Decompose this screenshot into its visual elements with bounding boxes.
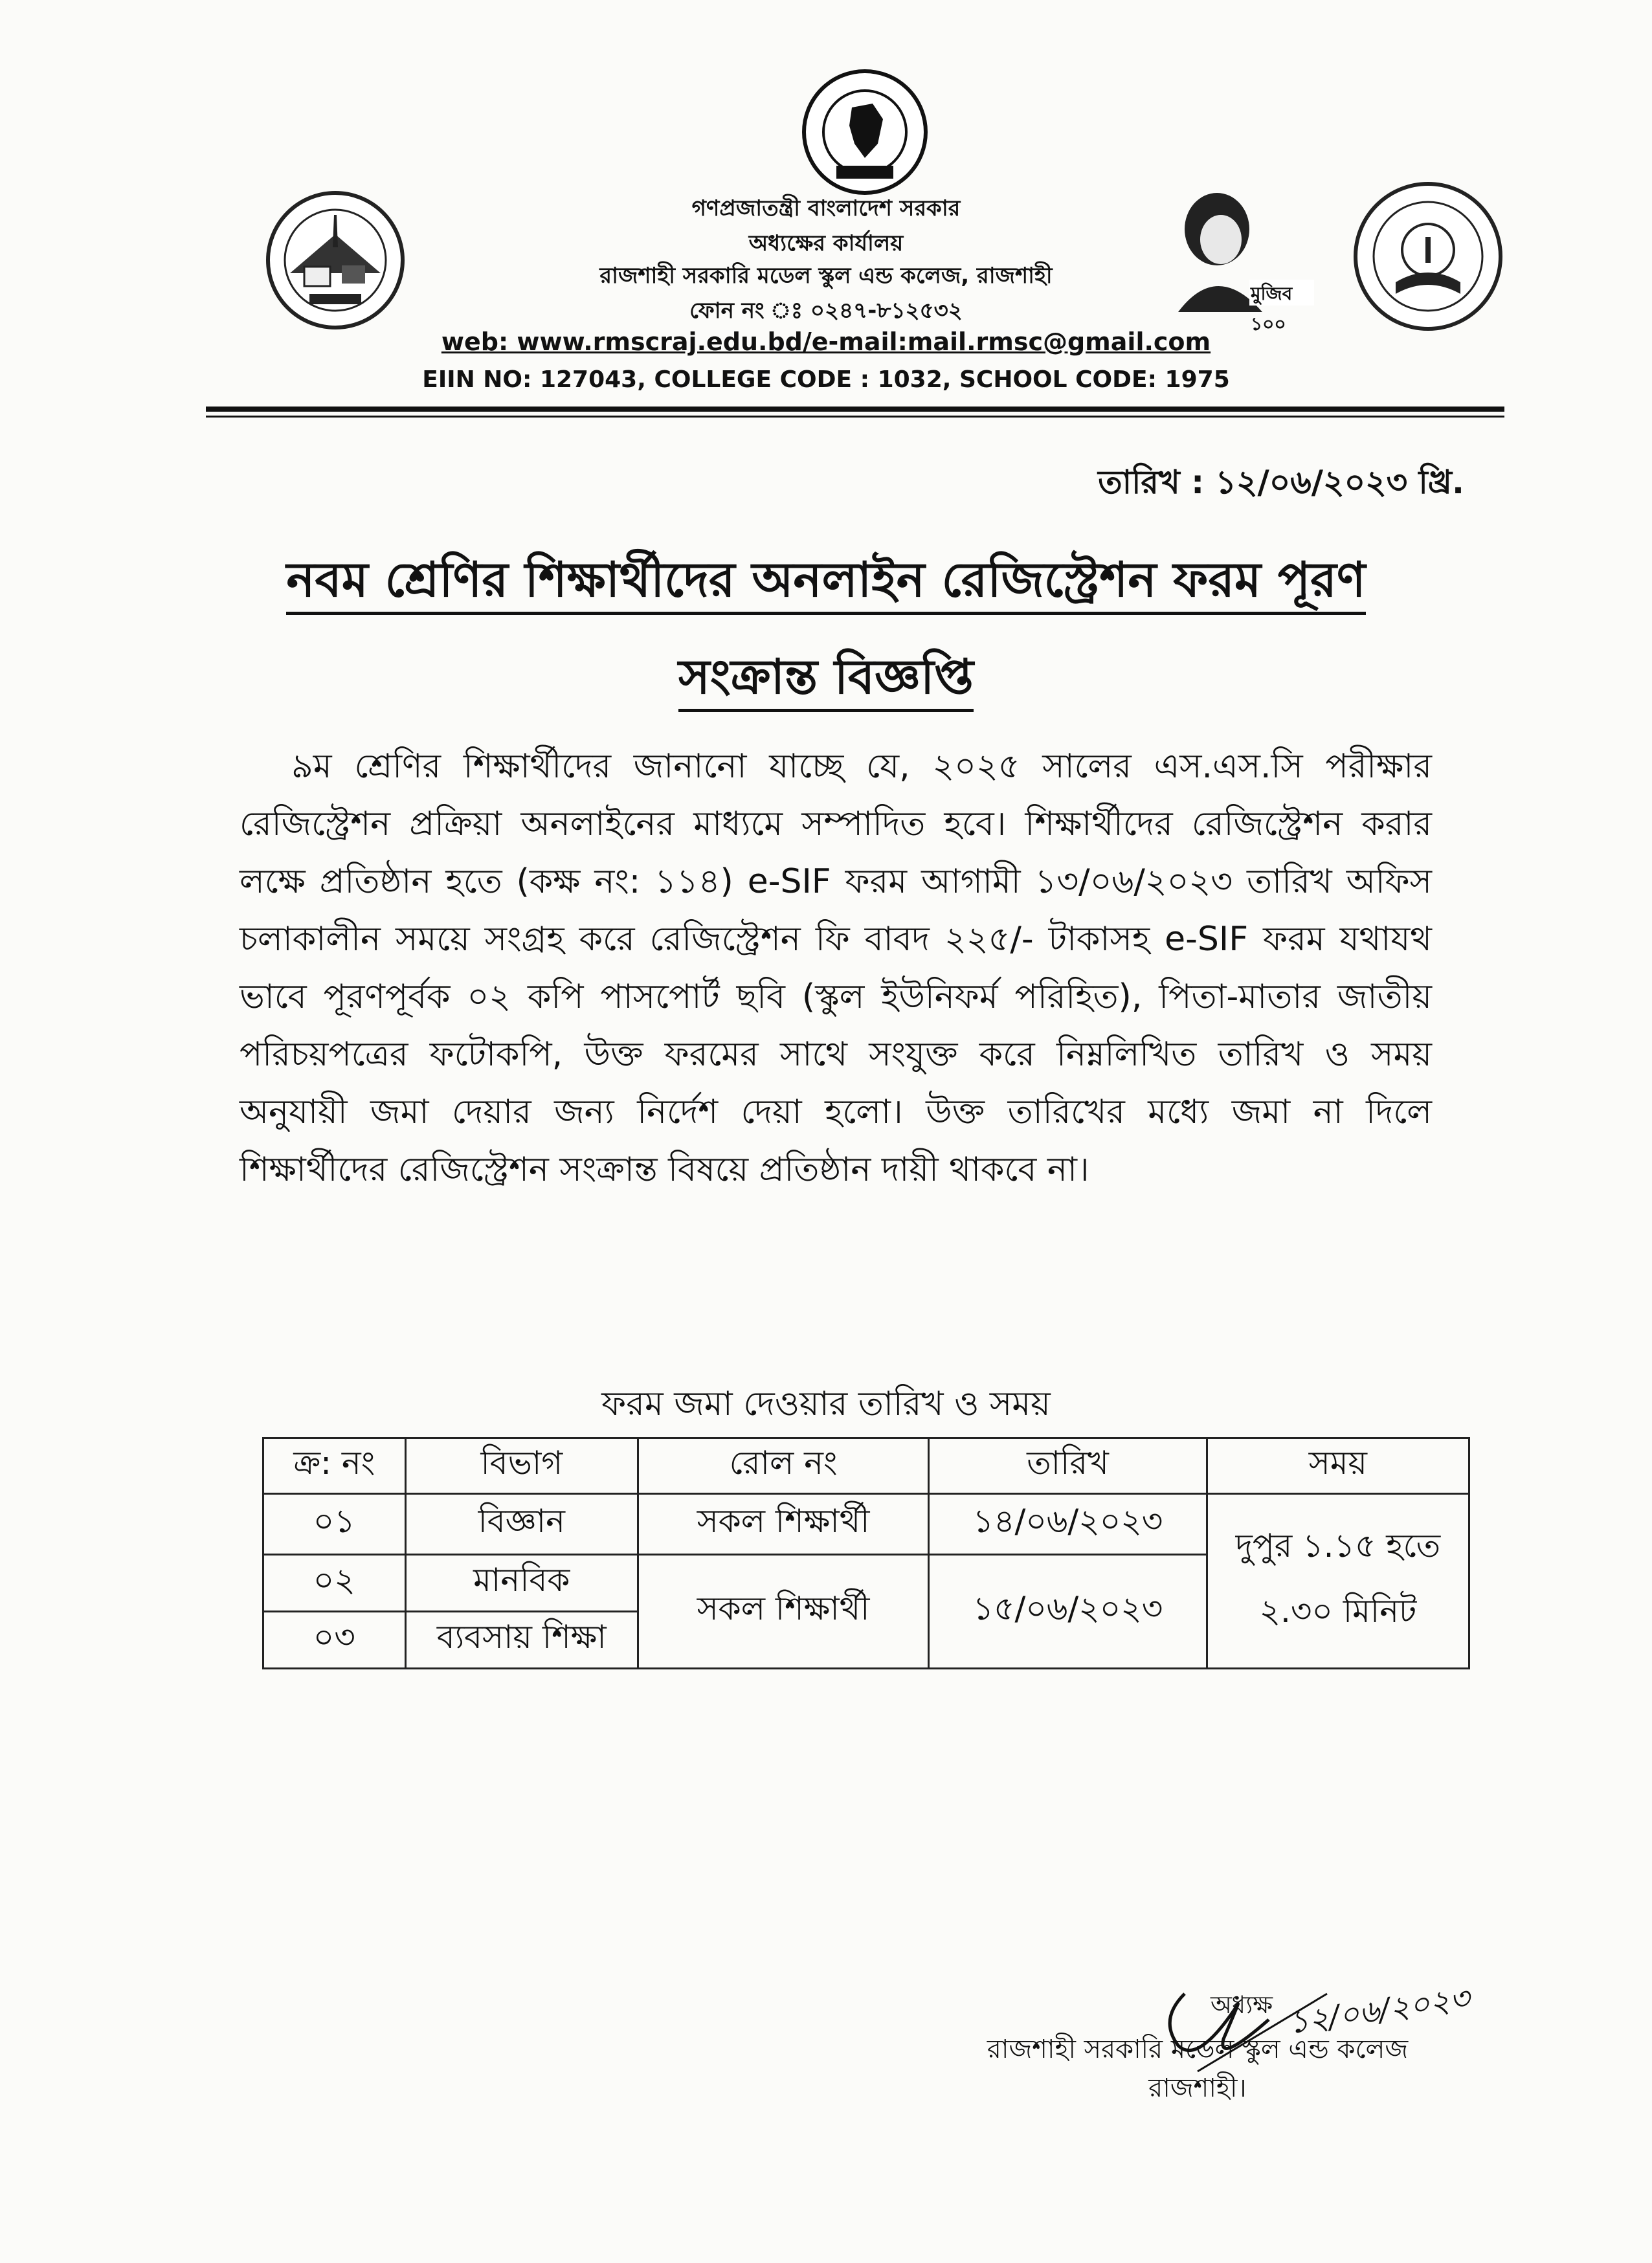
schedule-caption: ফরম জমা দেওয়ার তারিখ ও সময় xyxy=(601,1385,1051,1423)
cell-serial: ০২ xyxy=(263,1555,406,1612)
header-codes: EIIN NO: 127043, COLLEGE CODE : 1032, SCHOOL CODE: 1975 xyxy=(422,366,1230,393)
header-govt: গণপ্রজাতন্ত্রী বাংলাদেশ সরকার xyxy=(691,195,961,221)
col-header-roll: রোল নং xyxy=(638,1438,929,1494)
notice-date: তারিখ : ১২/০৬/২০২৩ খ্রি. xyxy=(1098,463,1464,501)
government-seal xyxy=(800,67,930,197)
mujib-100-text: মুজিব ১০০ xyxy=(1251,283,1293,335)
signature-city: রাজশাহী। xyxy=(1148,2073,1247,2103)
table-row xyxy=(263,1494,1469,1555)
cell-date: ১৪/০৬/২০২৩ xyxy=(929,1494,1207,1555)
table-header-row xyxy=(263,1438,1469,1494)
signature-date: ১২/০৬/২০২৩ xyxy=(1286,1979,1473,2042)
header-divider-thick xyxy=(206,407,1504,412)
cell-roll: সকল শিক্ষার্থী xyxy=(638,1494,929,1555)
cell-roll: সকল শিক্ষার্থী xyxy=(638,1555,929,1669)
cell-department: মানবিক xyxy=(405,1555,638,1612)
cell-date: ১৫/০৬/২০২৩ xyxy=(929,1555,1207,1669)
header-office: অধ্যক্ষের কার্যালয় xyxy=(748,230,904,256)
signature-institution: রাজশাহী সরকারি মডেল স্কুল এন্ড কলেজ xyxy=(987,2034,1409,2064)
time-line2: ২.৩০ মিনিট xyxy=(1259,1592,1417,1630)
schedule-table xyxy=(262,1437,1470,1669)
cell-time xyxy=(1207,1494,1469,1669)
notice-body: ৯ম শ্রেণির শিক্ষার্থীদের জানানো যাচ্ছে যে, ২০২৫ সালের এস.এস.সি পরীক্ষার রেজিস্ট্রেশন প্রক্রিয়া অনলাইনের মাধ্যমে সম্পাদিত হবে। শিক্ষার্থীদের রেজিস্ট্রেশন করার লক্ষে প্রতিষ্ঠান হতে (কক্ষ নং: ১১৪) e-SIF ফরম আগামী ১৩/০৬/২০২৩ তারিখ অফিস চলাকালীন সময়ে সংগ্রহ করে রেজিস্ট্রেশন ফি বাবদ ২২৫/- টাকাসহ e-SIF ফরম যথাযথ ভাবে পূরণপূর্বক ০২ কপি পাসপোর্ট ছবি (স্কুল ইউনিফর্ম পরিহিত), পিতা-মাতার জাতীয় পরিচয়পত্রের ফটোকপি, উক্ত ফরমের সাথে সংযুক্ত করে নিম্নলিখিত তারিখ ও সময় অনুযায়ী জমা দেয়ার জন্য নির্দেশ দেয়া হলো। উক্ত তারিখের মধ্যে জমা না দিলে শিক্ষার্থীদের রেজিস্ট্রেশন সংক্রান্ত বিষয়ে প্রতিষ্ঠান দায়ী থাকবে না। xyxy=(240,747,1432,1189)
cell-department: ব্যবসায় শিক্ষা xyxy=(405,1612,638,1669)
notice-title-line2: সংক্রান্ত বিজ্ঞপ্তি xyxy=(0,641,1652,720)
notice-title-line1: নবম শ্রেণির শিক্ষার্থীদের অনলাইন রেজিস্ট্রেশন ফরম পূরণ xyxy=(0,544,1652,623)
cell-serial: ০১ xyxy=(263,1494,406,1555)
header-web-email: web: www.rmscraj.edu.bd/e-mail:mail.rmsc@gmail.com xyxy=(441,328,1211,356)
header-phone: ফোন নং ঃ ০২৪৭-৮১২৫৩২ xyxy=(689,298,963,324)
header-institution: রাজশাহী সরকারি মডেল স্কুল এন্ড কলেজ, রাজশাহী xyxy=(599,263,1053,289)
col-header-department: বিভাগ xyxy=(405,1438,638,1494)
cell-serial: ০৩ xyxy=(263,1612,406,1669)
col-header-date: তারিখ xyxy=(929,1438,1207,1494)
col-header-time: সময় xyxy=(1207,1438,1469,1494)
cell-department: বিজ্ঞান xyxy=(405,1494,638,1555)
time-line1: দুপুর ১.১৫ হতে xyxy=(1235,1526,1441,1565)
col-header-serial: ক্র: নং xyxy=(263,1438,406,1494)
header-divider-thin xyxy=(206,416,1504,418)
signature-designation: অধ্যক্ষ xyxy=(1211,1990,1273,2019)
